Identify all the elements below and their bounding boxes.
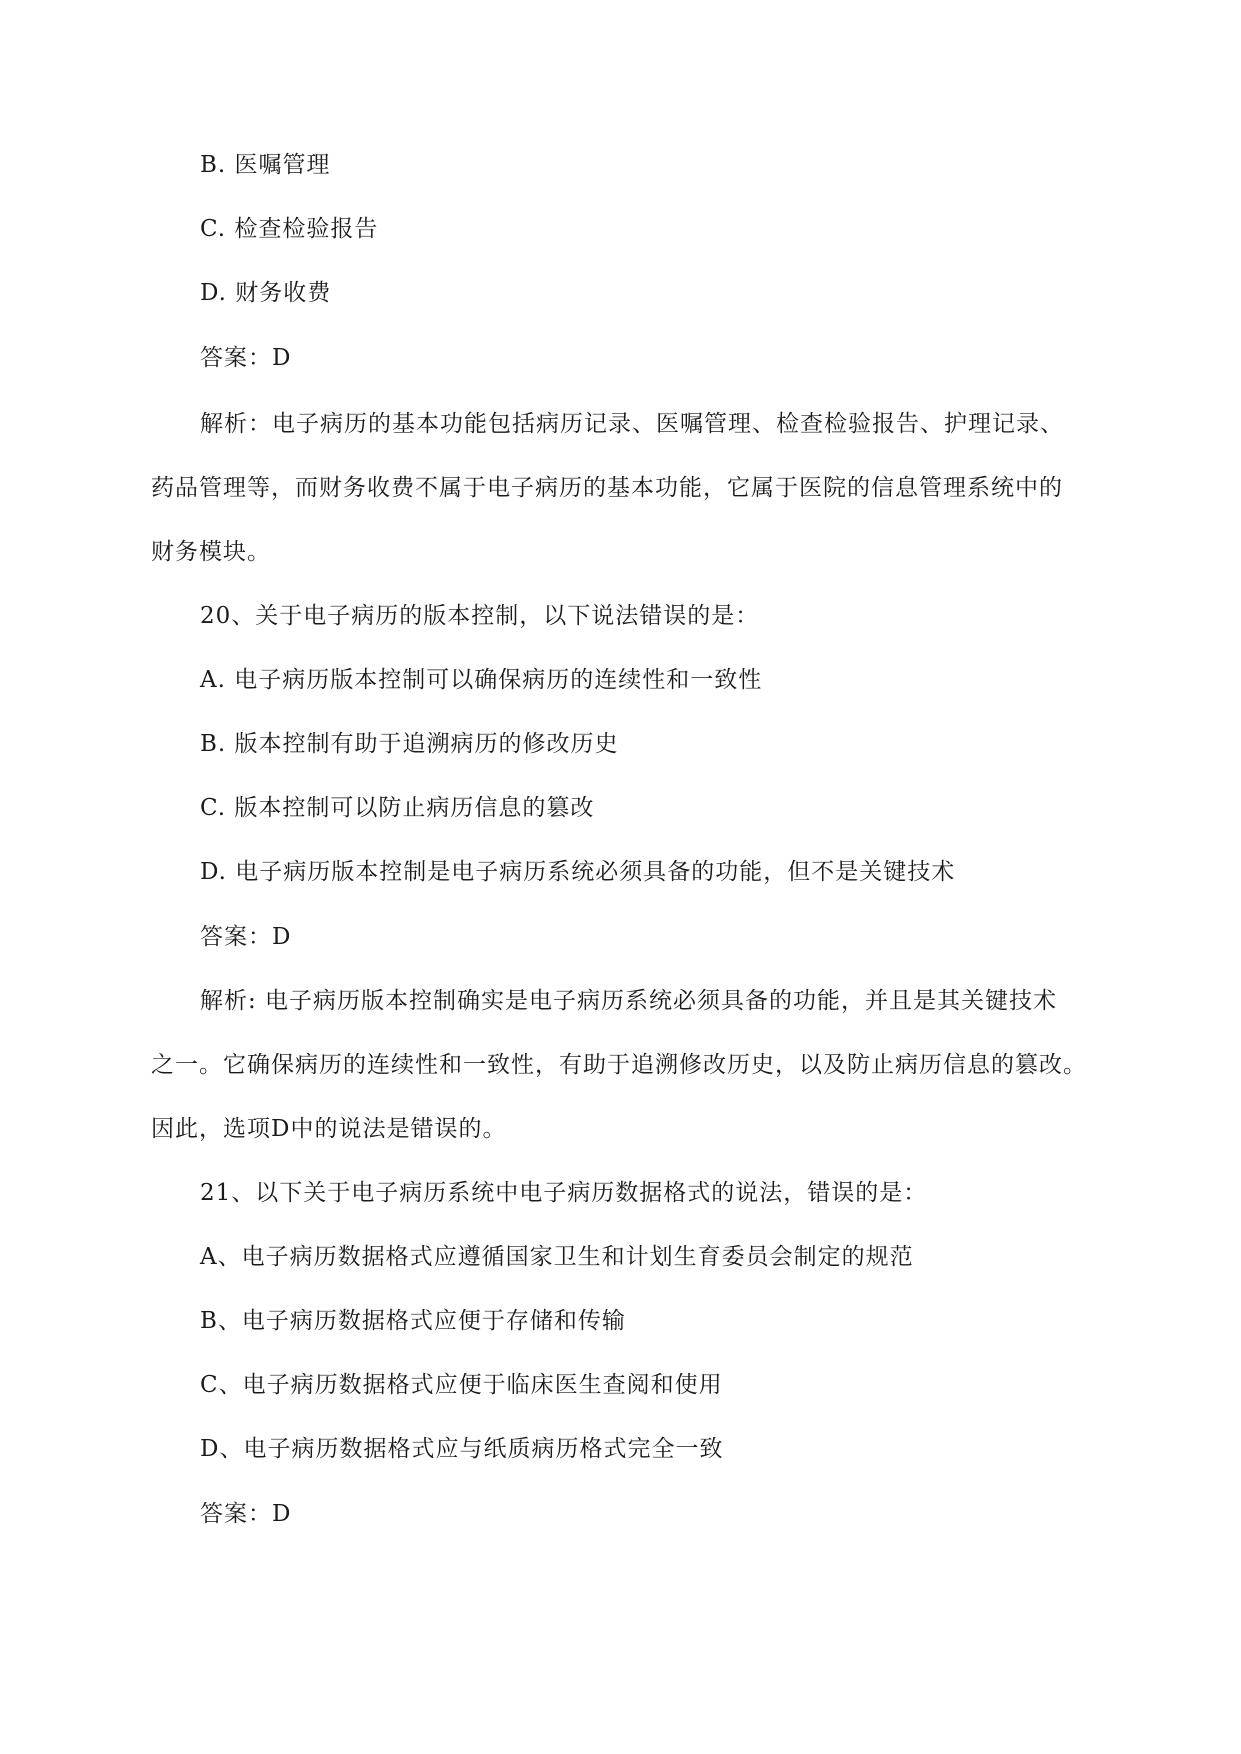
explanation-q20-line1: 解析: 电子病历版本控制确实是电子病历系统必须具备的功能，并且是其关键技术: [200, 988, 1058, 1014]
explanation-q20-line3: 因此，选项D中的说法是错误的。: [151, 1116, 507, 1142]
option-c-q21: C、电子病历数据格式应便于临床医生查阅和使用: [200, 1372, 723, 1398]
option-c-q19: C. 检查检验报告: [200, 216, 379, 242]
option-b-q19: B. 医嘱管理: [200, 152, 331, 178]
explanation-q19-line2: 药品管理等，而财务收费不属于电子病历的基本功能，它属于医院的信息管理系统中的: [151, 475, 1063, 501]
question-20: 20、关于电子病历的版本控制，以下说法错误的是：: [200, 603, 760, 629]
answer-q20: 答案：D: [200, 924, 292, 950]
option-b-q20: B. 版本控制有助于追溯病历的修改历史: [200, 731, 619, 757]
explanation-q20-line2: 之一。它确保病历的连续性和一致性，有助于追溯修改历史，以及防止病历信息的篡改。: [151, 1052, 1087, 1078]
option-a-q21: A、电子病历数据格式应遵循国家卫生和计划生育委员会制定的规范: [200, 1244, 914, 1270]
option-c-q20: C. 版本控制可以防止病历信息的篡改: [200, 795, 595, 821]
option-b-q21: B、电子病历数据格式应便于存储和传输: [200, 1308, 626, 1334]
answer-q21: 答案：D: [200, 1501, 292, 1527]
option-d-q21: D、电子病历数据格式应与纸质病历格式完全一致: [200, 1436, 724, 1462]
option-d-q19: D. 财务收费: [200, 280, 332, 306]
explanation-q19-line3: 财务模块。: [151, 539, 271, 565]
explanation-q19-line1: 解析：电子病历的基本功能包括病历记录、医嘱管理、检查检验报告、护理记录、: [200, 411, 1064, 437]
answer-q19: 答案：D: [200, 345, 292, 371]
question-21: 21、以下关于电子病历系统中电子病历数据格式的说法，错误的是：: [200, 1180, 928, 1206]
option-a-q20: A. 电子病历版本控制可以确保病历的连续性和一致性: [200, 667, 763, 693]
option-d-q20: D. 电子病历版本控制是电子病历系统必须具备的功能，但不是关键技术: [200, 859, 956, 885]
